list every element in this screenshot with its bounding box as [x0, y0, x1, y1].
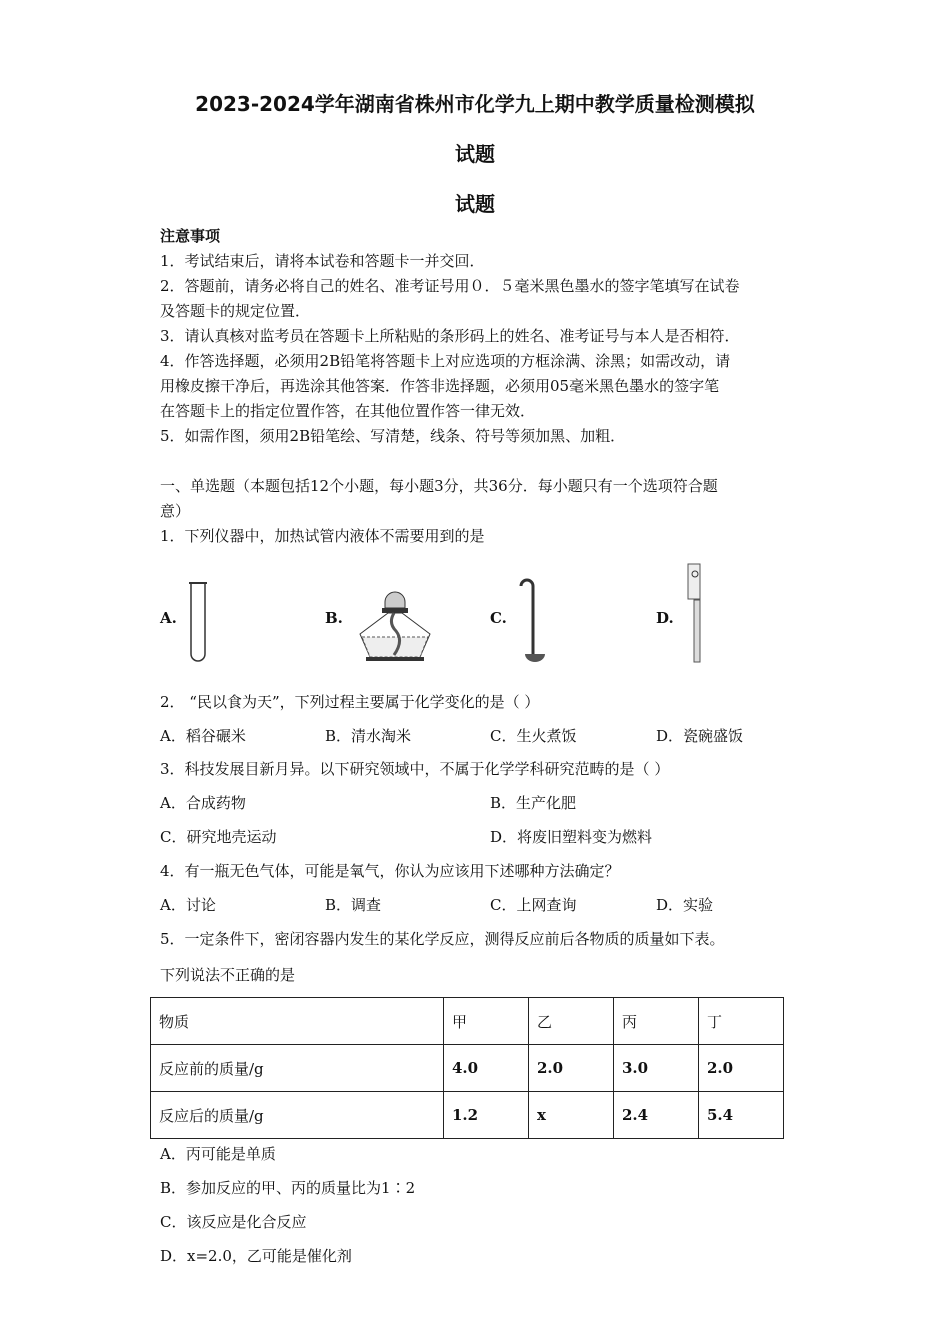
q3-option-a: A．合成药物 [160, 794, 246, 812]
q5-option-c: C．该反应是化合反应 [160, 1213, 307, 1231]
q5-stem: 5．一定条件下，密闭容器内发生的某化学反应，测得反应前后各物质的质量如下表。 [160, 930, 725, 948]
table-cell: 反应后的质量/g [151, 1092, 444, 1139]
q1-option-d: D. [656, 609, 674, 627]
q2-stem: 2． “民以食为天”，下列过程主要属于化学变化的是（ ） [160, 693, 540, 711]
q1-option-a: A. [160, 609, 177, 627]
q5-option-a: A．丙可能是单质 [160, 1145, 276, 1163]
table-cell: 1.2 [444, 1092, 529, 1139]
q1-stem: 1．下列仪器中，加热试管内液体不需要用到的是 [160, 527, 485, 545]
q4-stem: 4．有一瓶无色气体，可能是氧气，你认为应该用下述哪种方法确定？ [160, 862, 620, 880]
q2-option-b: B．清水淘米 [325, 727, 412, 745]
q5-stem-cont: 下列说法不正确的是 [160, 966, 296, 984]
q3-option-b: B．生产化肥 [490, 794, 577, 812]
q4-option-c: C．上网查询 [490, 896, 577, 914]
test-tube-holder-icon [515, 572, 555, 667]
table-cell: 5.4 [699, 1092, 784, 1139]
table-header-row [151, 998, 784, 1045]
note-line: 用橡皮擦干净后，再选涂其他答案．作答非选择题，必须用05毫米黑色墨水的签字笔 [160, 377, 720, 395]
title-line-2: 试题 [455, 142, 495, 166]
q2-option-a: A．稻谷碾米 [160, 727, 246, 745]
note-line: 3．请认真核对监考员在答题卡上所粘贴的条形码上的姓名、准考证号与本人是否相符． [160, 327, 740, 345]
q3-option-c: C．研究地壳运动 [160, 828, 277, 846]
table-cell: 丁 [699, 998, 784, 1045]
q4-option-a: A．讨论 [160, 896, 216, 914]
title-line-1: 2023-2024学年湖南省株州市化学九上期中教学质量检测模拟 [195, 92, 755, 116]
section-heading-cont: 意） [160, 502, 191, 520]
q1-option-c: C. [490, 609, 507, 627]
q5-option-d: D．x=2.0，乙可能是催化剂 [160, 1247, 352, 1265]
table-row [151, 1045, 784, 1092]
notes-heading: 注意事项 [160, 227, 221, 245]
q3-stem: 3．科技发展目新月异。以下研究领域中，不属于化学学科研究范畴的是（ ） [160, 760, 670, 778]
note-line: 1．考试结束后，请将本试卷和答题卡一并交回． [160, 252, 485, 270]
title-line-3: 试题 [455, 192, 495, 216]
table-cell: 物质 [151, 998, 444, 1045]
table-cell: 2.0 [699, 1045, 784, 1092]
q4-option-b: B．调查 [325, 896, 382, 914]
note-line: 4．作答选择题，必须用2B铅笔将答题卡上对应选项的方框涂满、涂黑；如需改动，请 [160, 352, 731, 370]
q5-option-b: B．参加反应的甲、丙的质量比为1∶2 [160, 1179, 416, 1197]
test-tube-icon [185, 580, 215, 665]
mass-table [150, 997, 784, 1139]
table-cell: 反应前的质量/g [151, 1045, 444, 1092]
table-cell: 2.4 [614, 1092, 699, 1139]
q4-option-d: D．实验 [656, 896, 714, 914]
q1-option-b: B. [325, 609, 343, 627]
table-cell: 3.0 [614, 1045, 699, 1092]
q3-option-d: D．将废旧塑料变为燃料 [490, 828, 653, 846]
thermometer-icon [683, 560, 713, 665]
table-cell: 甲 [444, 998, 529, 1045]
section-heading: 一、单选题（本题包括12个小题，每小题3分，共36分．每小题只有一个选项符合题 [160, 477, 718, 495]
table-cell: x [529, 1092, 614, 1139]
alcohol-lamp-icon [350, 582, 440, 664]
note-line: 在答题卡上的指定位置作答，在其他位置作答一律无效． [160, 402, 536, 420]
table-cell: 2.0 [529, 1045, 614, 1092]
note-line: 5．如需作图，须用2B铅笔绘、写清楚，线条、符号等须加黑、加粗． [160, 427, 626, 445]
table-row [151, 1092, 784, 1139]
q2-option-d: D．瓷碗盛饭 [656, 727, 744, 745]
table-cell: 丙 [614, 998, 699, 1045]
note-line: 2．答题前，请务必将自己的姓名、准考证号用０．５毫米黑色墨水的签字笔填写在试卷 [160, 277, 740, 295]
table-cell: 乙 [529, 998, 614, 1045]
table-cell: 4.0 [444, 1045, 529, 1092]
note-line: 及答题卡的规定位置． [160, 302, 311, 320]
q2-option-c: C．生火煮饭 [490, 727, 577, 745]
